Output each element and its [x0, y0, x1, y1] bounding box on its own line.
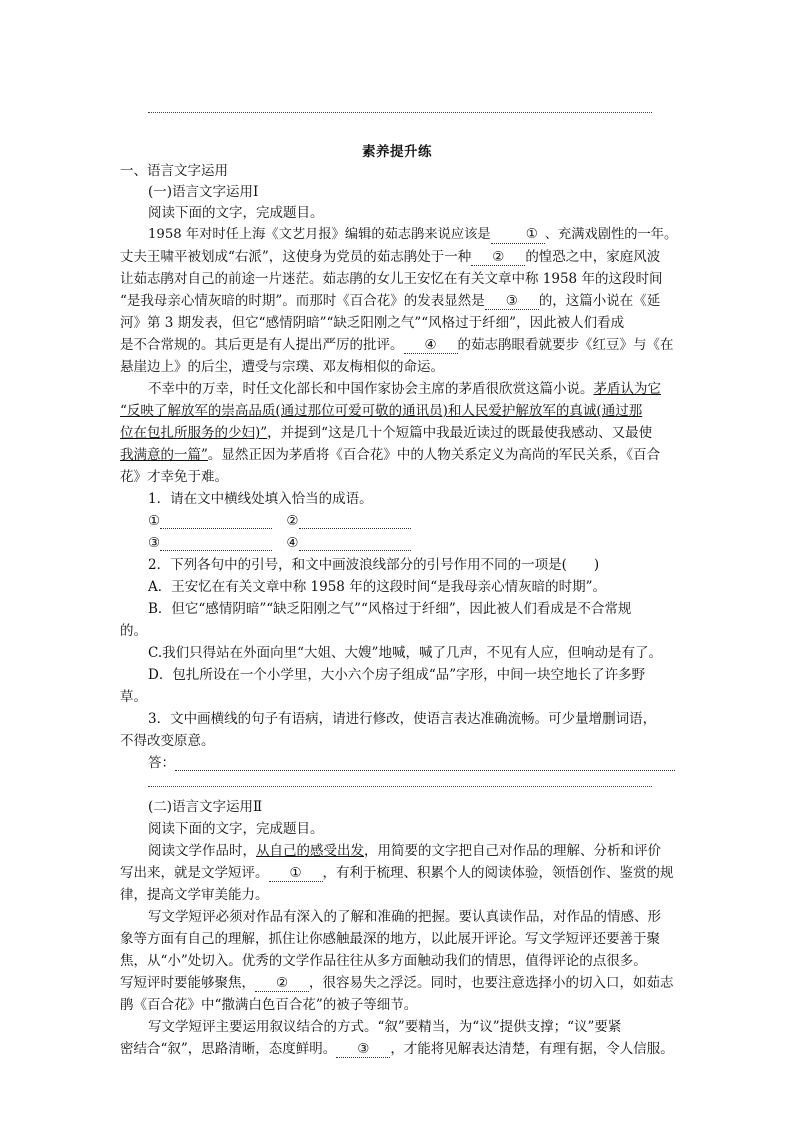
- passage2-line: [120, 400, 680, 422]
- passage1-line: [120, 334, 680, 356]
- underlined-sentence: 茅盾认为它: [593, 381, 661, 397]
- text-segment: 密结合“叙”，思路清晰，态度鲜明。: [120, 1041, 337, 1057]
- text-segment: 是不合常规的。其后更是有人提出严厉的批评。: [120, 337, 404, 353]
- text-segment: ，用简要的文字把自己对作品的理解、分析和评价: [364, 843, 661, 859]
- passage1-line: 悬崖边上》的后尘，遭受与宗璞、邓友梅相似的命运。: [120, 359, 444, 375]
- text-segment: ，并提到“这是几十个短篇中我最近读过的既最使我感动、又最使: [267, 425, 653, 441]
- text-segment: 不幸中的万幸，时任文化部长和中国作家协会主席的茅盾很欣赏这篇小说。: [148, 381, 594, 397]
- option-d: D．包扎所设在一个小学里，大小六个房子组成“品”字形，中间一块空地长了许多野: [148, 667, 646, 683]
- passage1-line: [120, 224, 680, 246]
- underlined-sentence: 位在包扎所服务的少妇)”: [120, 425, 268, 441]
- option-a: A．王安忆在有关文章中称 1958 年的这段时间“是我母亲心情灰暗的时期”。: [148, 579, 606, 595]
- passage4-line: 象等方面有自己的理解，抓住让你感触最深的地方，以此展开评论。写文学短评还要善于聚: [120, 931, 660, 947]
- text-segment: 写短评时要能够聚焦，: [120, 975, 255, 991]
- underlined-sentence: 我满意的一篇”: [120, 447, 208, 463]
- answer-line[interactable]: [148, 786, 652, 787]
- answer-row: [120, 752, 680, 774]
- fill-blank: ②: [255, 975, 309, 992]
- subsection-heading-1: (一)语言文字运用Ⅰ: [148, 184, 259, 200]
- text-segment: 阅读文学作品时，: [148, 843, 256, 859]
- answer-line[interactable]: [160, 514, 272, 529]
- passage4-line: 焦，从“小”处切入。优秀的文学作品往往从多方面触动我们的情思，值得评论的点很多。: [120, 953, 647, 969]
- blank-label: ④: [286, 535, 299, 551]
- instruction-2: 阅读下面的文字，完成题目。: [148, 821, 324, 837]
- text-segment: 写出来，就是文学短评。: [120, 865, 269, 881]
- passage1-line: [120, 246, 680, 268]
- passage2-line: [120, 422, 680, 444]
- answer-row: [120, 510, 680, 532]
- passage1-line: 河》第 3 期发表，但它“感情阴暗”“缺乏阳刚之气”“风格过于纤细”，因此被人们看成: [120, 315, 625, 331]
- passage2-line: 花》才幸免于难。: [120, 469, 228, 485]
- fill-blank: ①: [491, 227, 545, 244]
- answer-line[interactable]: [175, 756, 675, 771]
- instruction-1: 阅读下面的文字，完成题目。: [148, 205, 324, 221]
- subsection-heading-2: (二)语言文字运用Ⅱ: [148, 799, 263, 815]
- blank-label: ③: [148, 535, 161, 551]
- question-3-cont: 不得改变原意。: [120, 733, 215, 749]
- passage1-line: [120, 290, 680, 312]
- text-segment: ，很容易失之浮泛。同时，也要注意选择小的切入口，如茹志: [309, 975, 674, 991]
- text-segment: 的，这篇小说在《延: [538, 293, 661, 309]
- section-heading: 一、语言文字运用: [120, 163, 228, 179]
- text-segment: 丈夫王啸平被划成“右派”，这使身为党员的茹志鹃处于一种: [120, 249, 472, 265]
- passage5-line: [120, 1038, 680, 1060]
- question-3: 3．文中画横线的句子有语病，请进行修改，使语言表达准确流畅。可少量增删词语，: [148, 711, 657, 727]
- page-title: 素养提升练: [362, 144, 432, 160]
- option-d-cont: 草。: [120, 689, 147, 705]
- text-segment: 的惶恐之中，家庭风波: [525, 249, 661, 265]
- passage2-line: [120, 378, 680, 400]
- passage5-line: 写文学短评主要运用叙议结合的方式。“叙”要精当，为“议”提供支撑；“议”要紧: [148, 1019, 622, 1035]
- top-divider: [148, 112, 652, 113]
- passage4-line: 鹃《百合花》中“撒满白色百合花”的被子等细节。: [120, 997, 418, 1013]
- answer-line[interactable]: [299, 536, 411, 551]
- underlined-sentence: “反映了解放军的崇高品质(通过那位可爱可敬的通讯员)和人民爱护解放军的真诚(通过那: [120, 403, 643, 419]
- text-segment: 1958 年对时任上海《文艺月报》编辑的茹志鹃来说应该是: [148, 227, 491, 242]
- passage2-line: [120, 444, 680, 466]
- blank-label: ②: [286, 513, 299, 529]
- option-c: C.我们只得站在外面向里“大姐、大嫂”地喊，喊了几声，不见有人应，但响动是有了。: [148, 645, 662, 661]
- fill-blank: ③: [485, 293, 539, 310]
- text-segment: 、充满戏剧性的一年。: [544, 227, 678, 242]
- text-segment: ，有利于梳理、积累个人的阅读体验，领悟创作、鉴赏的规: [322, 865, 674, 881]
- underlined-phrase: 从自己的感受出发: [256, 843, 364, 859]
- answer-line[interactable]: [299, 514, 411, 529]
- fill-blank: ③: [336, 1041, 390, 1058]
- option-b-cont: 的。: [120, 623, 147, 639]
- answer-label: 答：: [148, 755, 175, 771]
- text-segment: 。显然正因为茅盾将《百合花》中的人物关系定义为高尚的军民关系，《百合: [207, 447, 661, 463]
- passage3-line: 律，提高文学审美能力。: [120, 887, 269, 903]
- answer-row: [120, 532, 680, 554]
- question-1: 1．请在文中横线处填入恰当的成语。: [148, 491, 373, 507]
- fill-blank: ②: [471, 249, 525, 266]
- fill-blank: ①: [269, 865, 323, 882]
- option-b: B．但它“感情阴暗”“缺乏阳刚之气”“风格过于纤细”，因此被人们看成是不合常规: [148, 601, 632, 617]
- passage1-line: 让茹志鹃对自己的前途一片迷茫。茹志鹃的女儿王安忆在有关文章中称 1958 年的这段时间: [120, 271, 663, 287]
- blank-label: ①: [148, 513, 161, 529]
- text-segment: 的茹志鹃眼看就要步《红豆》与《在: [457, 337, 674, 353]
- text-segment: “是我母亲心情灰暗的时期”。而那时《百合花》的发表显然是: [120, 293, 485, 309]
- text-segment: ，才能将见解表达清楚，有理有据，令人信服。: [390, 1041, 674, 1057]
- fill-blank: ④: [404, 337, 458, 354]
- passage3-line: [120, 840, 680, 862]
- passage4-line: [120, 972, 680, 994]
- question-2: 2．下列各句中的引号，和文中画波浪线部分的引号作用不同的一项是( ): [148, 557, 600, 573]
- answer-line[interactable]: [160, 536, 272, 551]
- passage3-line: [120, 862, 680, 884]
- passage4-line: 写文学短评必须对作品有深入的了解和准确的把握。要认真读作品，对作品的情感、形: [148, 909, 661, 925]
